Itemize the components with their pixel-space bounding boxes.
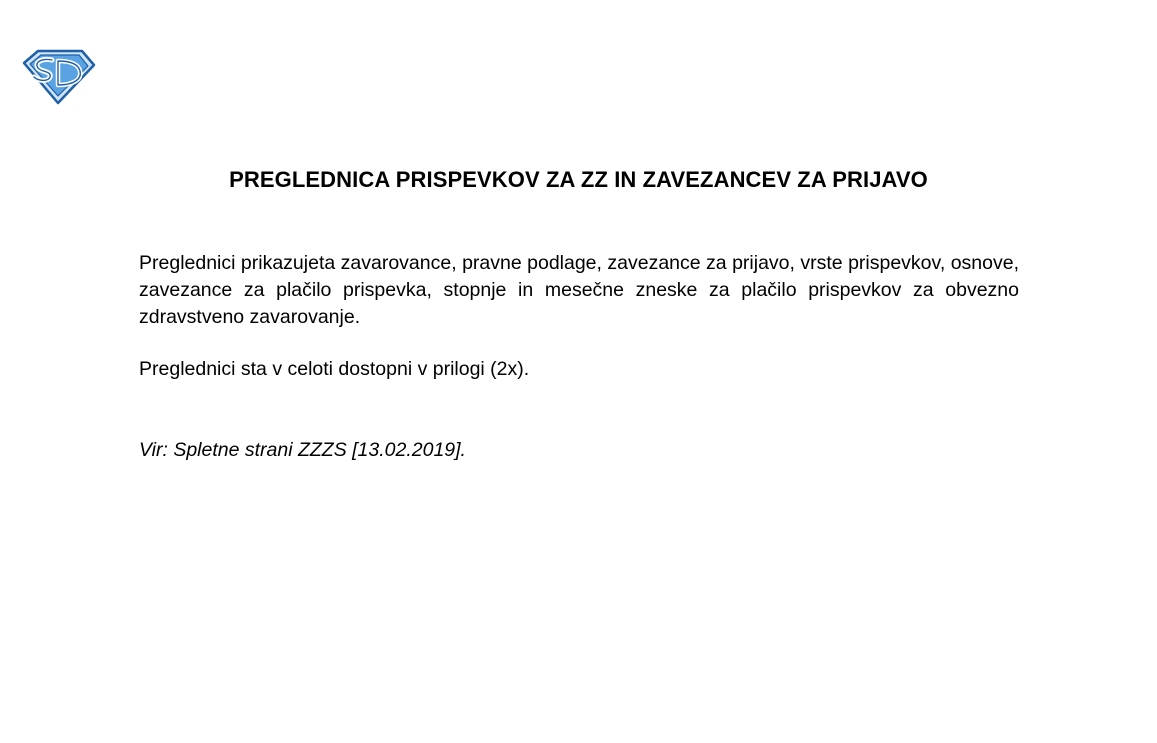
sd-shield-logo-icon (22, 49, 96, 105)
document-title: PREGLEDNICA PRISPEVKOV ZA ZZ IN ZAVEZANCEV ZA PRIJAVO (229, 167, 928, 192)
availability-paragraph: Preglednici sta v celoti dostopni v prilogi (2x). (139, 358, 530, 380)
description-paragraph: Preglednici prikazujeta zavarovance, pravne podlage, zavezance za prijavo, vrste prispevkov, osnove, zavezance za plačilo prispevka, stopnje in mesečne zneske za plačilo prispevkov za obvezno zdravstveno zavarovanje. (139, 252, 1019, 328)
source-citation: Vir: Spletne strani ZZZS [13.02.2019]. (139, 439, 466, 461)
